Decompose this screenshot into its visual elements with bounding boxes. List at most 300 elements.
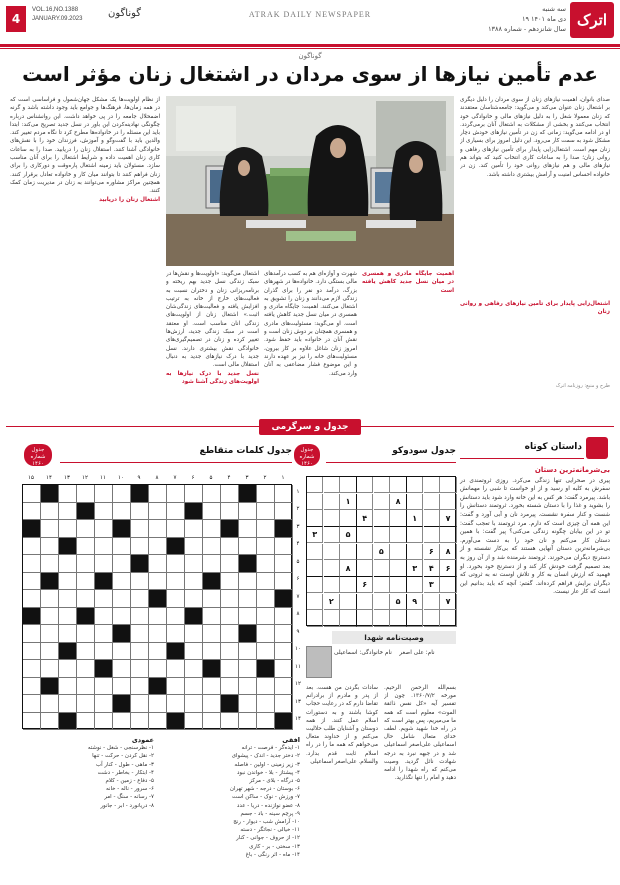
sudoku-cell: [307, 594, 323, 610]
logo-text: اترک: [576, 11, 608, 29]
crossword-cell: [221, 643, 239, 661]
crossword-cell: [257, 678, 275, 696]
sudoku-cell: [307, 610, 323, 626]
crossword-cell: [167, 555, 185, 573]
subhead-sustainable-jobs: اشتغال‌زایی پایدار برای تأمین نیازهای رفاهی و روانی زنان: [460, 301, 610, 316]
crossword-cell: [113, 555, 131, 573]
sudoku-cell: ۵: [390, 594, 406, 610]
sudoku-cell: [307, 544, 323, 560]
testament-right-text: بسم‌الله الرحمن الرحیم. مورخه ۱۳۶۰/۷/۲. چون از تفسیر آیه «کل نفس ذائقة الموت» معلوم است که همه ما می‌میریم، پس بهتر است که در راه خدا شهید شویم. لطف خدای متعال شامل حال اسماعیلی علی‌اصغر اسماعیلی شد و در جبهه نبرد به درجه شهادت نائل گردید. وصیت می‌کنم که راه شهدا را ادامه دهید و امام را تنها نگذارید.: [384, 685, 456, 782]
sudoku-cell: [307, 477, 323, 493]
sudoku-cell: [374, 527, 390, 543]
sudoku-cell: [407, 544, 423, 560]
crossword-column-number: ۱۱: [100, 475, 106, 481]
crossword-cell: [59, 573, 77, 591]
sudoku-cell: ۶: [357, 577, 373, 593]
crossword-cell: [275, 590, 293, 608]
sudoku-cell: [424, 610, 440, 626]
article-column-left: [10, 96, 160, 414]
crossword-cell: [23, 625, 41, 643]
crossword-cell: [95, 643, 113, 661]
crossword-cell: [239, 643, 257, 661]
crossword-cell: [275, 485, 293, 503]
crossword-cell: [77, 660, 95, 678]
crossword-cell: [203, 573, 221, 591]
crossword-cell: [257, 625, 275, 643]
sudoku-cell: ۸: [340, 560, 356, 576]
crossword-cell: [239, 555, 257, 573]
crossword-column-number: ۱۵: [28, 475, 34, 481]
crossword-cell: [239, 695, 257, 713]
down-clue: ۶- سرور - ناله - خانه: [105, 786, 154, 793]
crossword-cell: [149, 625, 167, 643]
crossword-column-number: ۶: [191, 475, 195, 481]
sudoku-cell: [357, 527, 373, 543]
article-column-center: [264, 270, 357, 416]
across-clue: ۱- ایده‌گر - فرصت - ترانه: [241, 745, 300, 752]
crossword-cell: [95, 520, 113, 538]
sudoku-cell: ۳: [307, 527, 323, 543]
article-center-text: شهرت و آوازه‌ای هم به کسب درآمدهای مالی بستگی دارد. خانواده‌ها در شهرهای بزرگ، درآمد دو نفر را برای گذران زندگی لازم می‌دانند و زنان را تشویق به اشتغال می‌کنند. اهمیت: جایگاه مادری و همسری در میان نسل جدید کاهش یافته است. او می‌گوید: مسئولیت‌های مادری و همسری همچنان بر دوش زنان است و نقش آنان در خانواده باید حفظ شود. امروز زنان شاغل علاوه بر کار بیرون، مسئولیت‌های خانه را نیز بر عهده دارند و این موضوع فشار مضاعفی به آنان وارد می‌کند.: [264, 271, 357, 377]
across-clue: ۳- زیر زمینی - اولین - فاصله: [234, 761, 300, 768]
across-clue: ۱۱- خیالی - نجاتگر - دسته: [240, 827, 300, 834]
crossword-cell: [167, 590, 185, 608]
story-box-title: داستان کوتاه: [524, 442, 582, 452]
sudoku-cell: [407, 477, 423, 493]
crossword-cell: [149, 590, 167, 608]
down-clue: ۷- رسانه - سنگ - امر: [104, 794, 154, 801]
sudoku-cell: [307, 494, 323, 510]
down-clue: ۲- نقل کردن - حرکت - تنها: [92, 753, 154, 760]
sudoku-cell: [424, 510, 440, 526]
crossword-column-number: ۱۳: [64, 475, 70, 481]
sudoku-title-rule: [326, 462, 456, 463]
crossword-cell: [41, 520, 59, 538]
crossword-column-number: ۴: [227, 475, 231, 481]
crossword-cell: [185, 660, 203, 678]
sudoku-cell: [340, 544, 356, 560]
crossword-cell: [113, 590, 131, 608]
crossword-cell: [59, 503, 77, 521]
crossword-cell: [167, 625, 185, 643]
crossword-cell: [257, 660, 275, 678]
sudoku-cell: ۹: [407, 594, 423, 610]
crossword-cell: [203, 590, 221, 608]
sudoku-cell: [440, 527, 456, 543]
crossword-cell: [113, 660, 131, 678]
crossword-cell: [275, 625, 293, 643]
crossword-cell: [257, 520, 275, 538]
article-right-top-text: صدای بانوان، اهمیت نیازهای زنان از سوی مردان را دلیل دیگری بر اشتغال زنان عنوان می‌کند و می‌گوید: جامعه‌شناسان معتقدند که زنان معمولا شغل را به دلیل نیازهای مالی و خانوادگی خود انتخاب می‌کنند و بخشی از مشکلات به اشتغال آنان برمی‌گردد. او در ادامه می‌گوید: زمانی که زن در تأمین نیازهای خودش دچار مشکل شود به سمت کار می‌رود. این دلیل امروز برای بسیاری از زنان مهم است. اشتغال‌زایی پایدار برای تأمین نیازهای رفاهی و روانی زنان؛ صدا را به ساعات کاری انتخاب کنید که بتواند هم نیازهای مالی و هم نیازهای روانی خود را تأمین کند. زن در خانواده احساس امنیت و آرامش بیشتری داشته باشد.: [460, 97, 610, 178]
crossword-cell: [149, 573, 167, 591]
crossword-cell: [185, 538, 203, 556]
article-center-left-text: اشتغال می‌گوید: «اولویت‌ها و نقش‌ها در سبک زندگی نسل جدید بهم ریخته و برنامه‌ریزانی زنان و دختران نسبت به فعالیت‌های خارج از خانه به ترتیب افزایش یافته و فعالیت‌های زندگی‌شان اثبت.» اشتغال زنان از اولویت‌های زندگی انان مناسب است. او معتقد است در سبک زندگی جدید، ارزش‌ها تغییر کرده و زنان در تصمیم‌گیری‌های خانوادگی نقش بیشتری دارند. نسل جدید با درک نیازهای جدید به دنبال استقلال مالی است.: [166, 271, 259, 369]
crossword-cell: [113, 608, 131, 626]
sudoku-cell: [440, 494, 456, 510]
crossword-cell: [257, 555, 275, 573]
sudoku-cell: [340, 577, 356, 593]
sudoku-cell: ۵: [374, 544, 390, 560]
sudoku-grid: [306, 476, 456, 626]
sudoku-cell: ۴: [424, 560, 440, 576]
crossword-row-number: ۷: [296, 593, 300, 600]
sudoku-cell: [374, 494, 390, 510]
crossword-cell: [77, 555, 95, 573]
across-clue: ۷- ورزش - نوک - ساکن است: [231, 794, 300, 801]
crossword-cell: [77, 678, 95, 696]
crossword-cell: [203, 643, 221, 661]
crossword-cell: [113, 625, 131, 643]
crossword-cell: [239, 573, 257, 591]
sudoku-cell: [424, 594, 440, 610]
crossword-cell: [257, 695, 275, 713]
down-clue: ۵- دفاع - زمین - کلام: [105, 778, 154, 785]
subhead-motherhood: اهمیت جایگاه مادری و همسری در میان نسل جدید کاهش یافته است: [362, 271, 454, 294]
sudoku-cell: [357, 544, 373, 560]
crossword-cell: [275, 555, 293, 573]
testament-column-left: [306, 684, 378, 880]
crossword-cell: [167, 643, 185, 661]
crossword-cell: [59, 590, 77, 608]
crossword-cell: [41, 538, 59, 556]
crossword-cell: [221, 713, 239, 731]
crossword-cell: [203, 555, 221, 573]
photo-credit: طرح و منبع: روزنامه اترک: [555, 383, 610, 389]
crossword-cell: [221, 555, 239, 573]
crossword-cell: [257, 608, 275, 626]
sudoku-cell: [407, 494, 423, 510]
crossword-cell: [149, 608, 167, 626]
crossword-cell: [41, 590, 59, 608]
sudoku-cell: [374, 510, 390, 526]
across-clue: ۱۳- سختی - بر - کاری: [249, 843, 300, 850]
crossword-cell: [23, 485, 41, 503]
issue-meta-fa: [466, 4, 566, 34]
crossword-row-number: ۳: [296, 523, 300, 530]
sudoku-cell: [407, 577, 423, 593]
crossword-column-number: ۸: [155, 475, 159, 481]
crossword-cell: [23, 660, 41, 678]
crossword-cell: [77, 625, 95, 643]
crossword-cell: [95, 678, 113, 696]
crossword-cell: [239, 678, 257, 696]
sudoku-cell: [340, 477, 356, 493]
sudoku-cell: [374, 477, 390, 493]
sudoku-cell: ۷: [440, 594, 456, 610]
crossword-cell: [41, 573, 59, 591]
crossword-cell: [77, 520, 95, 538]
crossword-cell: [113, 485, 131, 503]
crossword-cell: [185, 555, 203, 573]
crossword-cell: [167, 503, 185, 521]
crossword-cell: [221, 625, 239, 643]
crossword-cell: [59, 678, 77, 696]
crossword-cell: [275, 678, 293, 696]
crossword-column-number: ۳: [245, 475, 249, 481]
crossword-column-number: ۲: [263, 475, 267, 481]
sudoku-cell: ۱: [407, 510, 423, 526]
sudoku-cell: [357, 494, 373, 510]
crossword-cell: [239, 520, 257, 538]
crossword-cell: [77, 590, 95, 608]
sudoku-cell: [390, 477, 406, 493]
across-clue: ۱۴- ماه - اثر رنگی - باغ: [245, 851, 300, 858]
crossword-cell: [203, 503, 221, 521]
crossword-cell: [275, 573, 293, 591]
crossword-badge-label: جدول: [31, 447, 45, 453]
down-heading: عمودی: [131, 736, 154, 744]
sudoku-cell: ۱: [340, 494, 356, 510]
crossword-cell: [275, 503, 293, 521]
crossword-cell: [113, 695, 131, 713]
across-clue: ۱۲- از حروف - جوانی - کنار: [236, 835, 300, 842]
sudoku-cell: [407, 527, 423, 543]
crossword-cell: [23, 538, 41, 556]
crossword-cell: [23, 713, 41, 731]
crossword-cell: [149, 538, 167, 556]
sudoku-cell: [324, 477, 340, 493]
crossword-cell: [239, 485, 257, 503]
crossword-cell: [185, 503, 203, 521]
crossword-cell: [131, 590, 149, 608]
across-clue: ۴- پیشتاز - بلا - خواندن نبود: [236, 769, 300, 776]
sudoku-cell: [390, 544, 406, 560]
sudoku-cell: [307, 560, 323, 576]
header-rule: [0, 44, 620, 47]
down-list: [10, 744, 154, 810]
crossword-cell: [131, 625, 149, 643]
crossword-cell: [185, 643, 203, 661]
article-left-text: از نظام اولویت‌ها یک مشکل جهان‌شمول و فراساسی است که در همه زمان‌ها، فرهنگ‌ها و جوامع باید وجود داشته باشد و گرنه اضمحلال جامعه را در پی خواهد داشت. این روانشناس درباره چگونگی نهادینه‌کردن این باور در نسل جدید تصریح می‌کند: ابتدا باید این مسئله را در خانواده‌ها مطرح کرد تا نگاه مردم تغییر کند. والدین باید با گفت‌وگو و آموزش، فرزندان خود را با نقش‌های خانوادگی آشنا کنند. استقلال زنان را دریابید. صدا را به ساعات کاری زنان اهمیت داده و شرایط اشتغال را برای آنان مناسب سازد. مسئولان باید زمینه اشتغال پاره‌وقت و دورکاری را برای زنان فراهم کنند تا بتوانند میان کار و خانواده تعادل برقرار کنند. همچنین مراکز مشاوره می‌توانند به زنان در مدیریت زمان کمک کنند.: [10, 97, 160, 195]
crossword-cell: [95, 713, 113, 731]
sudoku-cell: [424, 527, 440, 543]
crossword-cell: [185, 713, 203, 731]
crossword-cell: [275, 713, 293, 731]
crossword-cell: [59, 520, 77, 538]
crossword-cell: [257, 590, 275, 608]
crossword-cell: [167, 713, 185, 731]
crossword-cell: [149, 555, 167, 573]
crossword-cell: [131, 660, 149, 678]
crossword-cell: [95, 608, 113, 626]
sudoku-cell: [390, 577, 406, 593]
down-clue: ۴- ابتکار - بخاطر - دشت: [97, 769, 154, 776]
crossword-cell: [203, 485, 221, 503]
crossword-cell: [59, 695, 77, 713]
crossword-cell: [275, 643, 293, 661]
crossword-cell: [59, 713, 77, 731]
crossword-cell: [131, 520, 149, 538]
date-en: JANUARY.09.2023: [32, 16, 83, 22]
crossword-cell: [275, 660, 293, 678]
crossword-cell: [167, 520, 185, 538]
crossword-cell: [113, 713, 131, 731]
crossword-cell: [149, 713, 167, 731]
crossword-cell: [131, 503, 149, 521]
crossword-cell: [59, 485, 77, 503]
crossword-cell: [221, 503, 239, 521]
martyr-family-name: نام خانوادگی: اسماعیلی: [334, 650, 392, 656]
crossword-cell: [257, 503, 275, 521]
crossword-cell: [239, 713, 257, 731]
crossword-cell: [131, 678, 149, 696]
crossword-column-number: ۷: [173, 475, 177, 481]
sudoku-cell: [390, 610, 406, 626]
sudoku-box-title: جدول سودوکو: [392, 446, 456, 456]
across-clue: ۵- درگاه - بلای - مرکز: [249, 778, 300, 785]
crossword-cell: [131, 713, 149, 731]
sudoku-badge: [294, 444, 320, 466]
sudoku-cell: [374, 560, 390, 576]
crossword-cell: [203, 678, 221, 696]
article-headline: عدم تأمین نیازها از سوی مردان در اشتغال زنان مؤثر است: [22, 62, 598, 86]
crossword-cell: [185, 695, 203, 713]
subhead-women-jobs: اشتغال زنان را دریابید: [99, 196, 160, 203]
crossword-cell: [41, 555, 59, 573]
crossword-column-number: ۱: [281, 475, 285, 481]
crossword-cell: [131, 608, 149, 626]
crossword-cell: [221, 695, 239, 713]
crossword-cell: [23, 555, 41, 573]
newspaper-logo: [570, 2, 614, 38]
paper-name-en: ATRAK DAILY NEWSPAPER: [248, 10, 372, 19]
crossword-cell: [203, 520, 221, 538]
crossword-grid: [22, 484, 292, 729]
crossword-cell: [149, 643, 167, 661]
crossword-cell: [41, 695, 59, 713]
crossword-row-number: ۱: [296, 488, 300, 495]
across-clue: ۱۰- آرامش شب - دیوار - رنج: [233, 819, 300, 826]
crossword-cell: [185, 485, 203, 503]
crossword-cell: [23, 590, 41, 608]
sudoku-cell: [424, 477, 440, 493]
sudoku-cell: [374, 577, 390, 593]
sudoku-cell: [440, 477, 456, 493]
crossword-cell: [59, 538, 77, 556]
crossword-cell: [77, 713, 95, 731]
crossword-cell: [167, 573, 185, 591]
crossword-cell: [221, 573, 239, 591]
sudoku-cell: [340, 510, 356, 526]
martyr-portrait: [306, 646, 332, 678]
crossword-cell: [59, 608, 77, 626]
sudoku-cell: [407, 610, 423, 626]
crossword-cell: [95, 555, 113, 573]
down-clue: ۸- دریانورد - ابر - جانور: [100, 802, 154, 809]
crossword-cell: [203, 660, 221, 678]
crossword-cell: [185, 678, 203, 696]
crossword-cell: [275, 538, 293, 556]
crossword-cell: [221, 485, 239, 503]
testament-left-text: سادات بگردن من هست. بعد از پدر و مادرم از برادرانم تقاضا دارم که در رعایت حجاب کوشا باشند و به دستورات اسلام عمل کنند. از همه دوستان و آشنایان طلب حلالیت می‌کنم و از خداوند متعال می‌خواهم که همه ما را در راه اسلام ثابت قدم بدارد. والسلام. علی‌اصغر اسماعیلی: [306, 685, 378, 765]
crossword-cell: [221, 660, 239, 678]
sudoku-cell: [324, 510, 340, 526]
crossword-row-number: ۱۰: [295, 646, 301, 653]
crossword-cell: [131, 695, 149, 713]
crossword-cell: [275, 608, 293, 626]
crossword-across-clues: [160, 736, 300, 882]
crossword-cell: [77, 503, 95, 521]
crossword-cell: [239, 538, 257, 556]
crossword-cell: [95, 660, 113, 678]
crossword-badge: [24, 444, 52, 466]
crossword-cell: [77, 608, 95, 626]
crossword-cell: [239, 608, 257, 626]
sudoku-cell: [324, 610, 340, 626]
issue-number: سال شانزدهم - شماره ۱۳۸۸: [488, 25, 566, 33]
crossword-row-number: ۹: [296, 628, 300, 635]
crossword-cell: [185, 625, 203, 643]
crossword-cell: [23, 573, 41, 591]
crossword-cell: [131, 643, 149, 661]
crossword-cell: [41, 485, 59, 503]
crossword-cell: [59, 625, 77, 643]
crossword-cell: [41, 643, 59, 661]
crossword-cell: [77, 538, 95, 556]
crossword-column-number: ۱۰: [118, 475, 124, 481]
crossword-cell: [239, 503, 257, 521]
sudoku-cell: [340, 610, 356, 626]
article-kicker: گوناگون: [298, 52, 322, 60]
crossword-cell: [77, 643, 95, 661]
short-story: [460, 466, 610, 597]
crossword-cell: [41, 608, 59, 626]
sudoku-cell: [424, 494, 440, 510]
sudoku-cell: ۷: [440, 510, 456, 526]
sudoku-cell: [374, 594, 390, 610]
crossword-cell: [41, 503, 59, 521]
crossword-cell: [149, 660, 167, 678]
across-clue: ۶- بوستان - درجه - شهر تهران: [229, 786, 300, 793]
article-photo: [166, 96, 454, 266]
crossword-column-number: ۱۲: [82, 475, 88, 481]
crossword-cell: [59, 555, 77, 573]
crossword-cell: [95, 590, 113, 608]
sudoku-cell: [307, 577, 323, 593]
crossword-cell: [221, 538, 239, 556]
across-clue: ۹- پرچم سینه - باد - جسم: [240, 810, 300, 817]
sudoku-cell: [324, 544, 340, 560]
sudoku-cell: [357, 560, 373, 576]
sudoku-cell: [324, 560, 340, 576]
crossword-cell: [149, 503, 167, 521]
section-name: گوناگون: [108, 8, 142, 19]
crossword-cell: [95, 625, 113, 643]
article-column-center-left: [166, 270, 259, 416]
crossword-cell: [167, 660, 185, 678]
crossword-cell: [185, 573, 203, 591]
across-clue: ۲- دختر جدید - اندک - پیشوای: [231, 753, 300, 760]
sudoku-cell: [440, 610, 456, 626]
page-number: 4: [6, 6, 26, 32]
crossword-row-number: ۱۴: [295, 716, 301, 723]
crossword-cell: [59, 643, 77, 661]
crossword-cell: [257, 643, 275, 661]
crossword-row-number: ۱۲: [295, 681, 301, 688]
sudoku-cell: ۶: [424, 544, 440, 560]
crossword-cell: [113, 643, 131, 661]
sudoku-badge-number: شماره ۱۴۶۰: [299, 454, 315, 467]
sudoku-cell: ۵: [340, 527, 356, 543]
crossword-cell: [149, 695, 167, 713]
crossword-cell: [95, 695, 113, 713]
crossword-cell: [77, 485, 95, 503]
crossword-column-number: ۱۴: [46, 475, 52, 481]
testament-column-right: [384, 684, 456, 880]
crossword-row-number: ۲: [296, 506, 300, 513]
sudoku-cell: ۴: [357, 510, 373, 526]
crossword-cell: [185, 608, 203, 626]
